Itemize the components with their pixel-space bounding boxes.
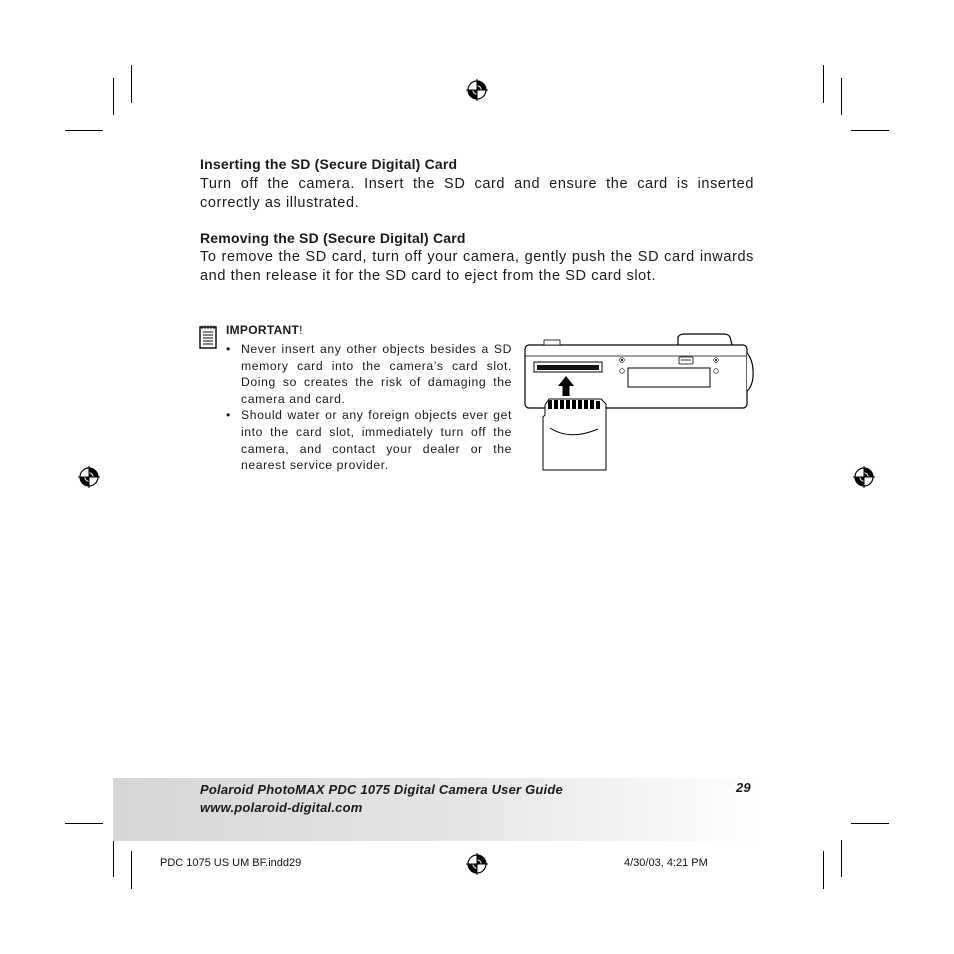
important-bullet-list <box>226 341 512 474</box>
crop-mark <box>851 130 889 131</box>
slug-filename: PDC 1075 US UM BF.indd29 <box>160 857 302 869</box>
registration-mark-icon <box>466 853 488 875</box>
registration-mark-icon <box>466 79 488 101</box>
crop-mark <box>65 130 103 131</box>
section-heading-remove: Removing the SD (Secure Digital) Card <box>200 230 466 246</box>
list-item: • Never insert any other objects besides a SD memory card into the camera’s card slot. Doing so creates the risk of damaging the camera and card. <box>226 342 512 406</box>
crop-mark <box>131 65 132 103</box>
sd-card-icon <box>543 399 606 470</box>
page-number: 29 <box>736 780 751 795</box>
important-heading <box>226 321 302 339</box>
crop-mark <box>823 851 824 889</box>
sd-card-insertion-diagram <box>520 333 756 473</box>
important-title-suffix: ! <box>299 323 303 337</box>
crop-mark <box>851 823 889 824</box>
footer-url: www.polaroid-digital.com <box>200 800 363 815</box>
registration-mark-icon <box>78 466 100 488</box>
crop-mark <box>823 65 824 103</box>
crop-mark <box>113 840 114 877</box>
section-body-remove: To remove the SD card, turn off your camera, gently push the SD card inwards and then release it for the SD card to eject from the SD card slot. <box>200 249 754 284</box>
sd-card-contacts <box>548 400 600 409</box>
crop-mark <box>65 823 103 824</box>
crop-mark <box>841 78 842 115</box>
section-heading-insert: Inserting the SD (Secure Digital) Card <box>200 156 458 172</box>
slug-timestamp: 4/30/03, 4:21 PM <box>624 857 708 869</box>
notepad-icon <box>199 325 217 349</box>
registration-mark-icon <box>853 466 875 488</box>
bullet-icon: • <box>226 408 231 423</box>
sd-card-slot <box>534 362 602 372</box>
section-body-insert: Turn off the camera. Insert the SD card and ensure the card is inserted correctly as illustrated. <box>200 176 754 211</box>
footer-title: Polaroid PhotoMAX PDC 1075 Digital Camera User Guide <box>200 782 563 797</box>
list-item: • Should water or any foreign objects ever get into the card slot, immediately turn off the camera, and contact your dealer or the nearest service provider. <box>226 408 512 473</box>
crop-mark <box>113 78 114 115</box>
bullet-icon: • <box>226 342 231 356</box>
camera-label-panel <box>628 368 710 387</box>
important-title: IMPORTANT <box>226 323 300 337</box>
crop-mark <box>841 840 842 877</box>
crop-mark <box>131 851 132 889</box>
